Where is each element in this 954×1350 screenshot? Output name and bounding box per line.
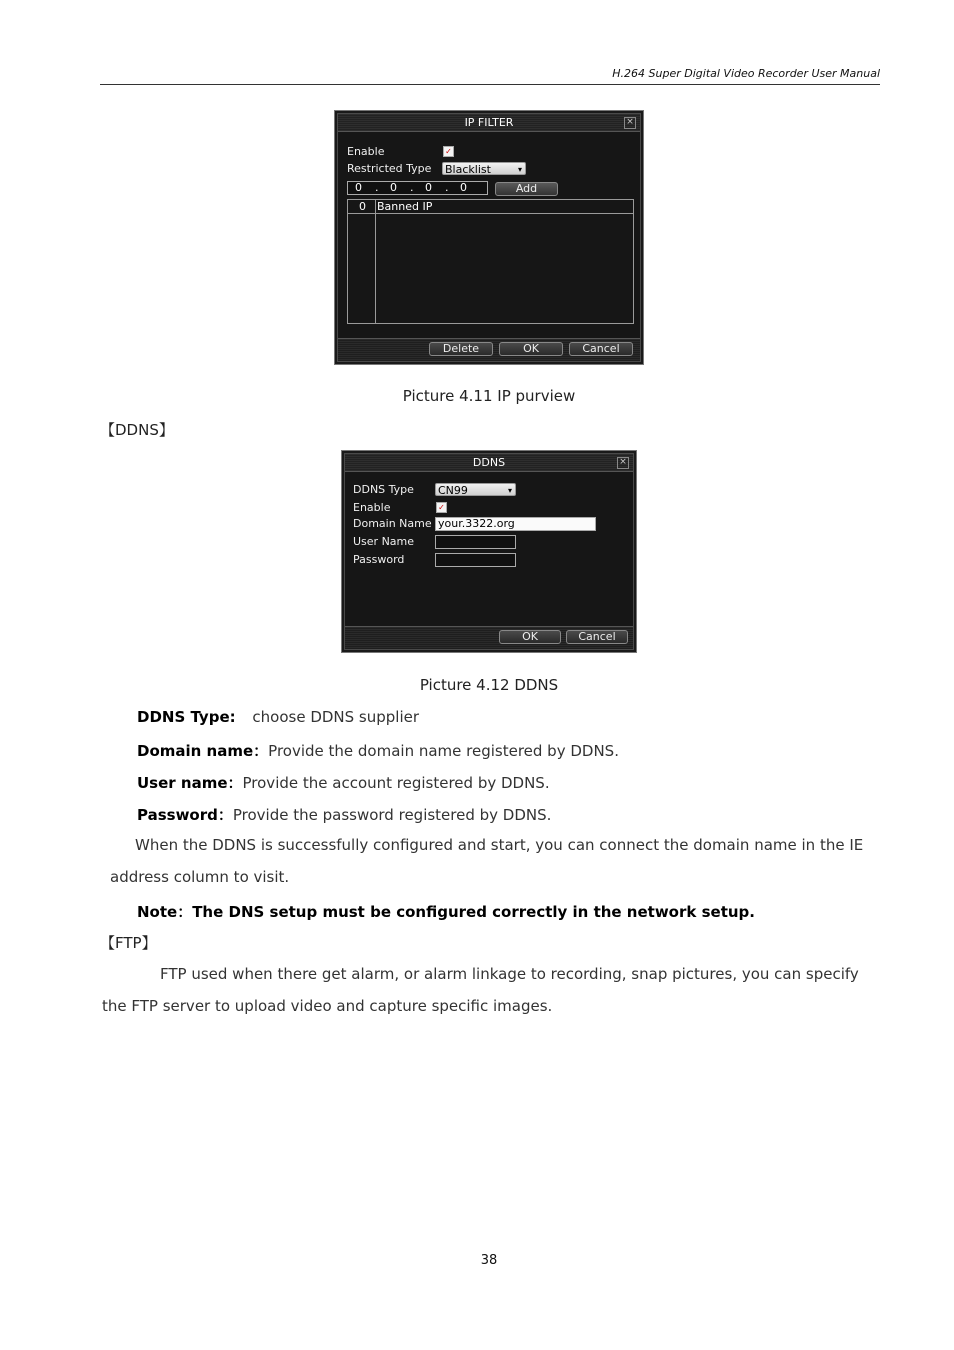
header-rule: [100, 84, 880, 85]
chevron-down-icon: ▾: [517, 165, 522, 174]
ddns-footer: [345, 626, 633, 649]
banned-ip-header: Banned IP: [377, 200, 433, 213]
definition: choose DDNS supplier: [252, 708, 420, 726]
ddns-title: DDNS: [345, 454, 633, 472]
section-heading-ftp: 【FTP】: [100, 934, 157, 952]
page-number: 38: [480, 1253, 498, 1268]
definition: Provide the domain name registered by DDNS.: [268, 742, 619, 760]
ip-octet-3: 0: [425, 181, 432, 194]
ddns-dialog: [341, 450, 637, 653]
list-header-divider: [348, 213, 633, 214]
password-input[interactable]: [435, 553, 516, 567]
definition: Provide the account registered by DDNS.: [242, 774, 550, 792]
enable-label: Enable: [347, 145, 385, 158]
figure-caption: Picture 4.11 IP purview: [402, 387, 576, 405]
domain-name-input[interactable]: your.3322.org: [435, 517, 596, 531]
user-name-description: [137, 772, 550, 793]
definition: Provide the password registered by DDNS.: [232, 806, 552, 824]
ddns-dialog-body: [344, 453, 634, 650]
ip-filter-dialog-body: [337, 113, 641, 362]
user-name-label: User Name: [353, 535, 415, 548]
close-icon[interactable]: ×: [624, 117, 636, 129]
ip-filter-footer: [338, 338, 640, 361]
term: User name：: [137, 774, 243, 792]
ddns-type-label: DDNS Type: [353, 483, 414, 496]
section-heading-ddns: 【DDNS】: [100, 421, 174, 439]
restricted-type-value: Blacklist: [445, 163, 491, 176]
ip-octet-1: 0: [355, 181, 362, 194]
password-description: [137, 804, 551, 825]
domain-name-label: Domain Name: [353, 517, 432, 530]
restricted-type-select[interactable]: [442, 162, 526, 175]
ip-octet-4: 0: [460, 181, 467, 194]
ip-separator: .: [375, 181, 379, 194]
ddns-type-select[interactable]: [435, 483, 516, 496]
dns-setup-note: Note：The DNS setup must be configured correctly in the network setup.: [137, 903, 755, 921]
list-index-header: 0: [359, 200, 366, 213]
delete-button[interactable]: Delete: [429, 342, 493, 356]
manual-header-title: H.264 Super Digital Video Recorder User Manual: [612, 67, 880, 80]
ftp-text-line2: the FTP server to upload video and capture specific images.: [102, 997, 553, 1015]
domain-name-description: [137, 740, 619, 761]
enable-checkbox[interactable]: ✓: [443, 146, 454, 157]
restricted-type-label: Restricted Type: [347, 162, 432, 175]
term: Password：: [137, 806, 233, 824]
password-label: Password: [353, 553, 405, 566]
term: DDNS Type:: [137, 708, 236, 726]
ddns-type-value: CN99: [438, 484, 468, 497]
ip-octet-2: 0: [390, 181, 397, 194]
figure-caption: Picture 4.12 DDNS: [419, 676, 559, 694]
ip-address-input[interactable]: [347, 181, 488, 195]
term: Domain name：: [137, 742, 269, 760]
banned-ip-list[interactable]: [347, 199, 634, 324]
user-name-input[interactable]: [435, 535, 516, 549]
ftp-text-line1: FTP used when there get alarm, or alarm linkage to recording, snap pictures, you can specify: [160, 965, 859, 983]
chevron-down-icon: ▾: [507, 486, 512, 495]
ddns-type-description: [137, 708, 419, 726]
list-column-divider: [375, 200, 376, 323]
ddns-success-text-line2: address column to visit.: [110, 868, 290, 886]
ip-filter-dialog: [334, 110, 644, 365]
ip-separator: .: [445, 181, 449, 194]
cancel-button[interactable]: Cancel: [569, 342, 633, 356]
ip-separator: .: [410, 181, 414, 194]
ddns-success-text-line1: When the DDNS is successfully configured and start, you can connect the domain name in the IE: [135, 836, 864, 854]
enable-label: Enable: [353, 501, 391, 514]
ok-button[interactable]: OK: [499, 630, 561, 644]
enable-checkbox[interactable]: ✓: [436, 502, 447, 513]
ok-button[interactable]: OK: [499, 342, 563, 356]
close-icon[interactable]: ×: [617, 457, 629, 469]
cancel-button[interactable]: Cancel: [566, 630, 628, 644]
add-button[interactable]: Add: [495, 182, 558, 196]
ip-filter-title: IP FILTER: [338, 114, 640, 132]
